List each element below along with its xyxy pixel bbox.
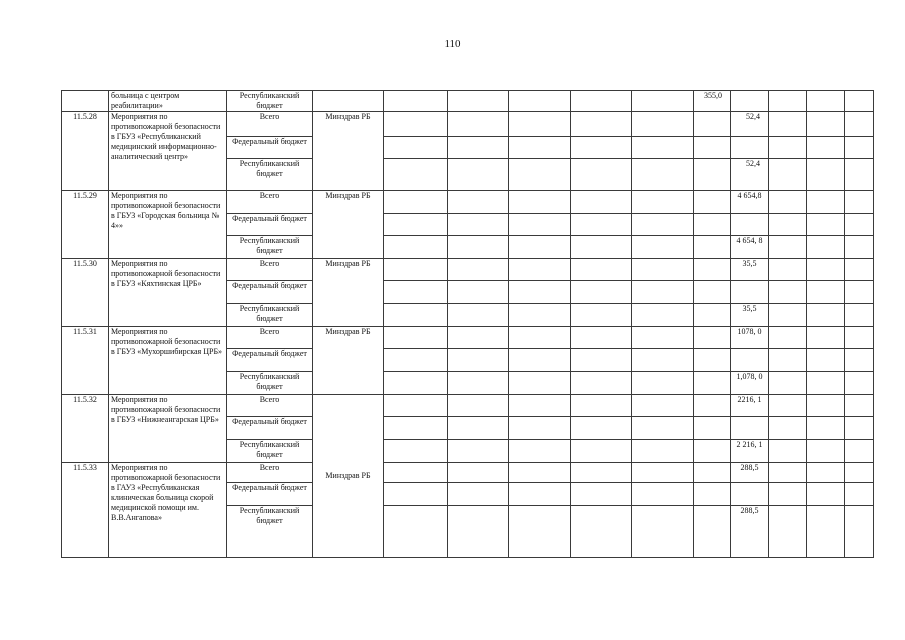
measure-name-cell: Мероприятия по противопожарной безопасности в ГБУЗ «Нижнеангарская ЦРБ» <box>109 395 227 463</box>
empty-cell <box>845 372 874 395</box>
empty-cell <box>448 483 509 506</box>
empty-cell <box>845 506 874 558</box>
measure-name-cell: больница с центром реабилитации» <box>109 91 227 112</box>
empty-cell <box>384 112 448 137</box>
table-row <box>62 112 874 137</box>
empty-cell <box>632 327 694 349</box>
empty-cell <box>509 137 571 159</box>
amount-cell: 4 654,8 <box>731 191 769 214</box>
empty-cell <box>384 440 448 463</box>
executor-cell: Минздрав РБ <box>313 191 384 259</box>
empty-cell <box>509 214 571 236</box>
funding-source-cell: Республиканский бюджет <box>227 91 313 112</box>
empty-cell <box>509 483 571 506</box>
empty-cell <box>845 259 874 281</box>
empty-cell <box>448 506 509 558</box>
row-number-cell: 11.5.30 <box>62 259 109 327</box>
empty-cell <box>384 483 448 506</box>
funding-source-cell: Республиканский бюджет <box>227 372 313 395</box>
empty-cell <box>807 304 845 327</box>
empty-cell <box>509 259 571 281</box>
empty-cell <box>509 440 571 463</box>
empty-cell <box>807 395 845 417</box>
table-row <box>62 395 874 417</box>
empty-cell <box>384 91 448 112</box>
amount-cell: 1,078, 0 <box>731 372 769 395</box>
amount-cell: 2 216, 1 <box>731 440 769 463</box>
empty-cell <box>769 463 807 483</box>
empty-cell <box>694 191 731 214</box>
funding-source-cell: Всего <box>227 191 313 214</box>
empty-cell <box>571 463 632 483</box>
empty-cell <box>632 191 694 214</box>
empty-cell <box>632 417 694 440</box>
table-row <box>62 463 874 483</box>
empty-cell <box>807 259 845 281</box>
empty-cell <box>448 372 509 395</box>
empty-cell <box>384 259 448 281</box>
funding-source-cell: Республиканский бюджет <box>227 440 313 463</box>
empty-cell <box>769 327 807 349</box>
empty-cell <box>807 159 845 191</box>
empty-cell <box>769 281 807 304</box>
empty-cell <box>509 236 571 259</box>
empty-cell <box>694 440 731 463</box>
empty-cell <box>694 137 731 159</box>
funding-source-cell: Всего <box>227 463 313 483</box>
empty-cell <box>632 236 694 259</box>
empty-cell <box>694 112 731 137</box>
empty-cell <box>571 506 632 558</box>
empty-cell <box>769 440 807 463</box>
empty-cell <box>509 506 571 558</box>
empty-cell <box>384 395 448 417</box>
funding-source-cell: Федеральный бюджет <box>227 483 313 506</box>
empty-cell <box>509 372 571 395</box>
empty-cell <box>448 112 509 137</box>
empty-cell <box>769 483 807 506</box>
empty-cell <box>384 137 448 159</box>
empty-cell <box>632 281 694 304</box>
empty-cell <box>571 236 632 259</box>
funding-source-cell: Всего <box>227 395 313 417</box>
row-number-cell: 11.5.28 <box>62 112 109 191</box>
empty-cell <box>694 349 731 372</box>
funding-source-cell: Всего <box>227 259 313 281</box>
empty-cell <box>448 191 509 214</box>
empty-cell <box>448 214 509 236</box>
empty-cell <box>509 327 571 349</box>
empty-cell <box>632 395 694 417</box>
empty-cell <box>632 372 694 395</box>
executor-cell <box>313 91 384 112</box>
empty-cell <box>571 483 632 506</box>
empty-cell <box>694 372 731 395</box>
funding-source-cell: Республиканский бюджет <box>227 304 313 327</box>
table-row <box>62 327 874 349</box>
measure-name-cell: Мероприятия по противопожарной безопасности в ГБУЗ «Мухоршибирская ЦРБ» <box>109 327 227 395</box>
empty-cell <box>807 214 845 236</box>
empty-cell <box>384 417 448 440</box>
funding-source-cell: Федеральный бюджет <box>227 349 313 372</box>
empty-cell <box>632 506 694 558</box>
empty-cell <box>571 372 632 395</box>
empty-cell <box>807 506 845 558</box>
empty-cell <box>769 417 807 440</box>
empty-cell <box>807 236 845 259</box>
table-row <box>62 191 874 214</box>
executor-cell: Минздрав РБ <box>313 395 384 558</box>
empty-cell <box>694 214 731 236</box>
empty-cell <box>384 372 448 395</box>
empty-cell <box>694 159 731 191</box>
empty-cell <box>769 112 807 137</box>
empty-cell <box>571 440 632 463</box>
row-number-cell <box>62 91 109 112</box>
empty-cell <box>807 440 845 463</box>
empty-cell <box>384 463 448 483</box>
amount-cell <box>731 137 769 159</box>
empty-cell <box>769 236 807 259</box>
empty-cell <box>845 159 874 191</box>
amount-cell: 35,5 <box>731 304 769 327</box>
empty-cell <box>769 91 807 112</box>
empty-cell <box>632 214 694 236</box>
empty-cell <box>448 395 509 417</box>
empty-cell <box>694 417 731 440</box>
empty-cell <box>571 159 632 191</box>
amount-cell: 288,5 <box>731 506 769 558</box>
empty-cell <box>845 91 874 112</box>
empty-cell <box>448 463 509 483</box>
executor-cell: Минздрав РБ <box>313 259 384 327</box>
empty-cell <box>632 463 694 483</box>
empty-cell <box>769 395 807 417</box>
budget-table <box>61 90 874 558</box>
row-number-cell: 11.5.31 <box>62 327 109 395</box>
empty-cell <box>632 349 694 372</box>
measure-name-cell: Мероприятия по противопожарной безопасности в ГБУЗ «Республиканский медицинский информационно-аналитический центр» <box>109 112 227 191</box>
empty-cell <box>509 463 571 483</box>
empty-cell <box>571 417 632 440</box>
row-number-cell: 11.5.29 <box>62 191 109 259</box>
empty-cell <box>807 372 845 395</box>
empty-cell <box>807 463 845 483</box>
executor-cell: Минздрав РБ <box>313 112 384 191</box>
empty-cell <box>845 112 874 137</box>
empty-cell <box>694 327 731 349</box>
measure-name-cell: Мероприятия по противопожарной безопасности в ГАУЗ «Республиканская клиническая больница скорой медицинской помощи им. В.В.Ангапова» <box>109 463 227 558</box>
empty-cell <box>571 191 632 214</box>
empty-cell <box>845 236 874 259</box>
empty-cell <box>448 327 509 349</box>
empty-cell <box>845 214 874 236</box>
empty-cell <box>807 483 845 506</box>
empty-cell <box>769 259 807 281</box>
empty-cell <box>845 191 874 214</box>
funding-source-cell: Федеральный бюджет <box>227 137 313 159</box>
empty-cell <box>448 417 509 440</box>
table-row <box>62 259 874 281</box>
empty-cell <box>769 214 807 236</box>
measure-name-cell: Мероприятия по противопожарной безопасности в ГБУЗ «Кяхтинская ЦРБ» <box>109 259 227 327</box>
empty-cell <box>632 112 694 137</box>
amount-cell <box>731 349 769 372</box>
empty-cell <box>845 440 874 463</box>
empty-cell <box>571 112 632 137</box>
empty-cell <box>845 483 874 506</box>
empty-cell <box>571 91 632 112</box>
empty-cell <box>571 281 632 304</box>
empty-cell <box>845 417 874 440</box>
amount-cell: 288,5 <box>731 463 769 483</box>
empty-cell <box>509 417 571 440</box>
empty-cell <box>509 159 571 191</box>
funding-source-cell: Республиканский бюджет <box>227 236 313 259</box>
empty-cell <box>509 91 571 112</box>
empty-cell <box>632 259 694 281</box>
empty-cell <box>448 159 509 191</box>
empty-cell <box>694 259 731 281</box>
amount-cell: 52,4 <box>731 159 769 191</box>
empty-cell <box>448 349 509 372</box>
funding-source-cell: Федеральный бюджет <box>227 281 313 304</box>
amount-cell <box>731 483 769 506</box>
empty-cell <box>845 463 874 483</box>
empty-cell <box>807 281 845 304</box>
empty-cell <box>807 137 845 159</box>
empty-cell <box>509 112 571 137</box>
empty-cell <box>807 349 845 372</box>
empty-cell <box>509 395 571 417</box>
empty-cell <box>632 483 694 506</box>
empty-cell <box>807 191 845 214</box>
empty-cell <box>845 137 874 159</box>
empty-cell <box>384 236 448 259</box>
amount-cell: 4 654, 8 <box>731 236 769 259</box>
empty-cell <box>448 91 509 112</box>
empty-cell <box>807 327 845 349</box>
empty-cell <box>571 349 632 372</box>
empty-cell <box>448 304 509 327</box>
empty-cell <box>769 506 807 558</box>
empty-cell <box>448 440 509 463</box>
empty-cell <box>694 281 731 304</box>
amount-cell <box>731 417 769 440</box>
amount-cell: 355,0 <box>694 91 731 112</box>
executor-cell: Минздрав РБ <box>313 327 384 395</box>
empty-cell <box>448 236 509 259</box>
empty-cell <box>509 349 571 372</box>
empty-cell <box>845 304 874 327</box>
empty-cell <box>384 304 448 327</box>
empty-cell <box>632 440 694 463</box>
empty-cell <box>769 191 807 214</box>
empty-cell <box>731 91 769 112</box>
empty-cell <box>384 349 448 372</box>
measure-name-cell: Мероприятия по противопожарной безопасности в ГБУЗ «Городская больница № 4»» <box>109 191 227 259</box>
empty-cell <box>807 112 845 137</box>
empty-cell <box>571 137 632 159</box>
empty-cell <box>448 137 509 159</box>
empty-cell <box>632 91 694 112</box>
funding-source-cell: Всего <box>227 112 313 137</box>
empty-cell <box>694 463 731 483</box>
table-row <box>62 91 874 112</box>
empty-cell <box>509 281 571 304</box>
empty-cell <box>769 372 807 395</box>
empty-cell <box>694 483 731 506</box>
row-number-cell: 11.5.33 <box>62 463 109 558</box>
empty-cell <box>384 159 448 191</box>
empty-cell <box>384 214 448 236</box>
empty-cell <box>694 236 731 259</box>
funding-source-cell: Республиканский бюджет <box>227 506 313 558</box>
row-number-cell: 11.5.32 <box>62 395 109 463</box>
empty-cell <box>384 327 448 349</box>
funding-source-cell: Федеральный бюджет <box>227 417 313 440</box>
funding-source-cell: Федеральный бюджет <box>227 214 313 236</box>
empty-cell <box>694 304 731 327</box>
empty-cell <box>448 259 509 281</box>
empty-cell <box>845 281 874 304</box>
amount-cell: 52,4 <box>731 112 769 137</box>
amount-cell <box>731 214 769 236</box>
empty-cell <box>807 91 845 112</box>
amount-cell <box>731 281 769 304</box>
empty-cell <box>845 395 874 417</box>
empty-cell <box>769 137 807 159</box>
empty-cell <box>694 395 731 417</box>
empty-cell <box>448 281 509 304</box>
empty-cell <box>769 159 807 191</box>
empty-cell <box>845 349 874 372</box>
empty-cell <box>571 327 632 349</box>
empty-cell <box>571 214 632 236</box>
empty-cell <box>384 506 448 558</box>
amount-cell: 1078, 0 <box>731 327 769 349</box>
empty-cell <box>845 327 874 349</box>
empty-cell <box>769 304 807 327</box>
empty-cell <box>571 304 632 327</box>
empty-cell <box>571 395 632 417</box>
empty-cell <box>694 506 731 558</box>
page-number: 110 <box>444 38 461 50</box>
amount-cell: 35,5 <box>731 259 769 281</box>
empty-cell <box>632 137 694 159</box>
empty-cell <box>632 159 694 191</box>
empty-cell <box>509 191 571 214</box>
funding-source-cell: Республиканский бюджет <box>227 159 313 191</box>
amount-cell: 2216, 1 <box>731 395 769 417</box>
empty-cell <box>571 259 632 281</box>
empty-cell <box>769 349 807 372</box>
empty-cell <box>384 281 448 304</box>
funding-source-cell: Всего <box>227 327 313 349</box>
empty-cell <box>509 304 571 327</box>
empty-cell <box>807 417 845 440</box>
empty-cell <box>384 191 448 214</box>
empty-cell <box>632 304 694 327</box>
